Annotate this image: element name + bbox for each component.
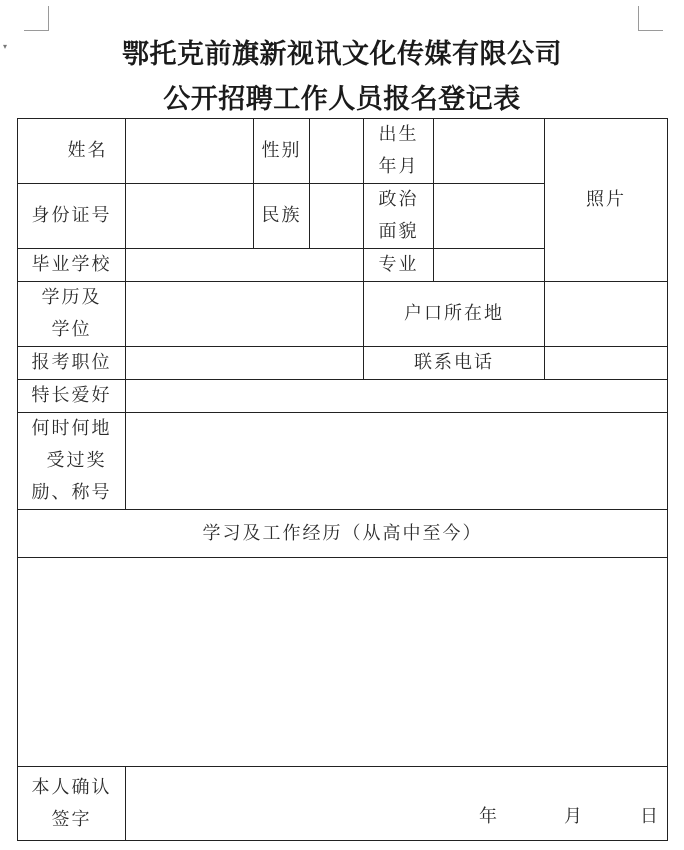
table-row — [18, 380, 668, 413]
crop-mark-top-left — [24, 6, 49, 31]
birth-label-line1: 出生 — [378, 124, 419, 145]
awards-field[interactable] — [126, 413, 668, 510]
table-row — [18, 510, 668, 558]
awards-label-line3: 励、称号 — [31, 482, 112, 503]
confirm-label — [18, 767, 126, 841]
school-label: 毕业学校 — [18, 249, 126, 282]
political-label-line1: 政治 — [378, 189, 419, 210]
education-label — [18, 282, 126, 347]
confirm-label-line1: 本人确认 — [31, 776, 112, 798]
id-number-label: 身份证号 — [18, 184, 126, 249]
education-label-line2: 学位 — [51, 319, 92, 340]
experience-field[interactable] — [18, 558, 668, 767]
political-label — [364, 184, 434, 249]
table-row — [18, 282, 668, 347]
phone-label: 联系电话 — [364, 347, 545, 380]
company-title: 鄂托克前旗新视讯文化传媒有限公司 — [122, 39, 562, 70]
table-row — [18, 767, 668, 841]
major-label: 专业 — [364, 249, 434, 282]
date-day-label: 日 — [640, 806, 660, 827]
id-number-field[interactable] — [126, 184, 254, 249]
table-row — [18, 347, 668, 380]
date-month-label: 月 — [564, 806, 584, 827]
photo-cell[interactable] — [545, 119, 668, 282]
education-field[interactable] — [126, 282, 364, 347]
awards-label-line2: 受过奖 — [46, 450, 107, 471]
political-field[interactable] — [434, 184, 545, 249]
name-field[interactable] — [126, 119, 254, 184]
gender-field[interactable] — [310, 119, 364, 184]
birth-field[interactable] — [434, 119, 545, 184]
school-field[interactable] — [126, 249, 364, 282]
table-row — [18, 558, 668, 767]
photo-label: 照片 — [586, 189, 626, 210]
experience-header: 学习及工作经历（从高中至今） — [18, 510, 668, 558]
phone-field[interactable] — [545, 347, 668, 380]
hobbies-label: 特长爱好 — [18, 380, 126, 413]
hukou-label: 户口所在地 — [364, 282, 545, 347]
confirm-label-line2: 签字 — [51, 808, 92, 830]
position-label: 报考职位 — [18, 347, 126, 380]
ethnicity-field[interactable] — [310, 184, 364, 249]
form-title: 公开招聘工作人员报名登记表 — [163, 84, 521, 115]
table-row — [18, 413, 668, 510]
major-field[interactable] — [434, 249, 545, 282]
signature-field[interactable] — [126, 767, 668, 841]
awards-label-line1: 何时何地 — [31, 418, 112, 439]
ethnicity-label: 民族 — [254, 184, 310, 249]
crop-mark-top-right — [638, 6, 663, 31]
birth-label — [364, 119, 434, 184]
registration-form-table — [17, 118, 668, 841]
name-label: 姓名 — [18, 119, 126, 184]
political-label-line2: 面貌 — [378, 221, 419, 242]
gender-label: 性别 — [254, 119, 310, 184]
table-row — [18, 119, 668, 184]
date-year-label: 年 — [479, 806, 499, 827]
birth-label-line2: 年月 — [378, 156, 419, 177]
awards-label — [18, 413, 126, 510]
position-field[interactable] — [126, 347, 364, 380]
margin-marker-icon: ▾ — [3, 42, 8, 51]
hukou-field[interactable] — [545, 282, 668, 347]
education-label-line1: 学历及 — [41, 287, 102, 308]
hobbies-field[interactable] — [126, 380, 668, 413]
